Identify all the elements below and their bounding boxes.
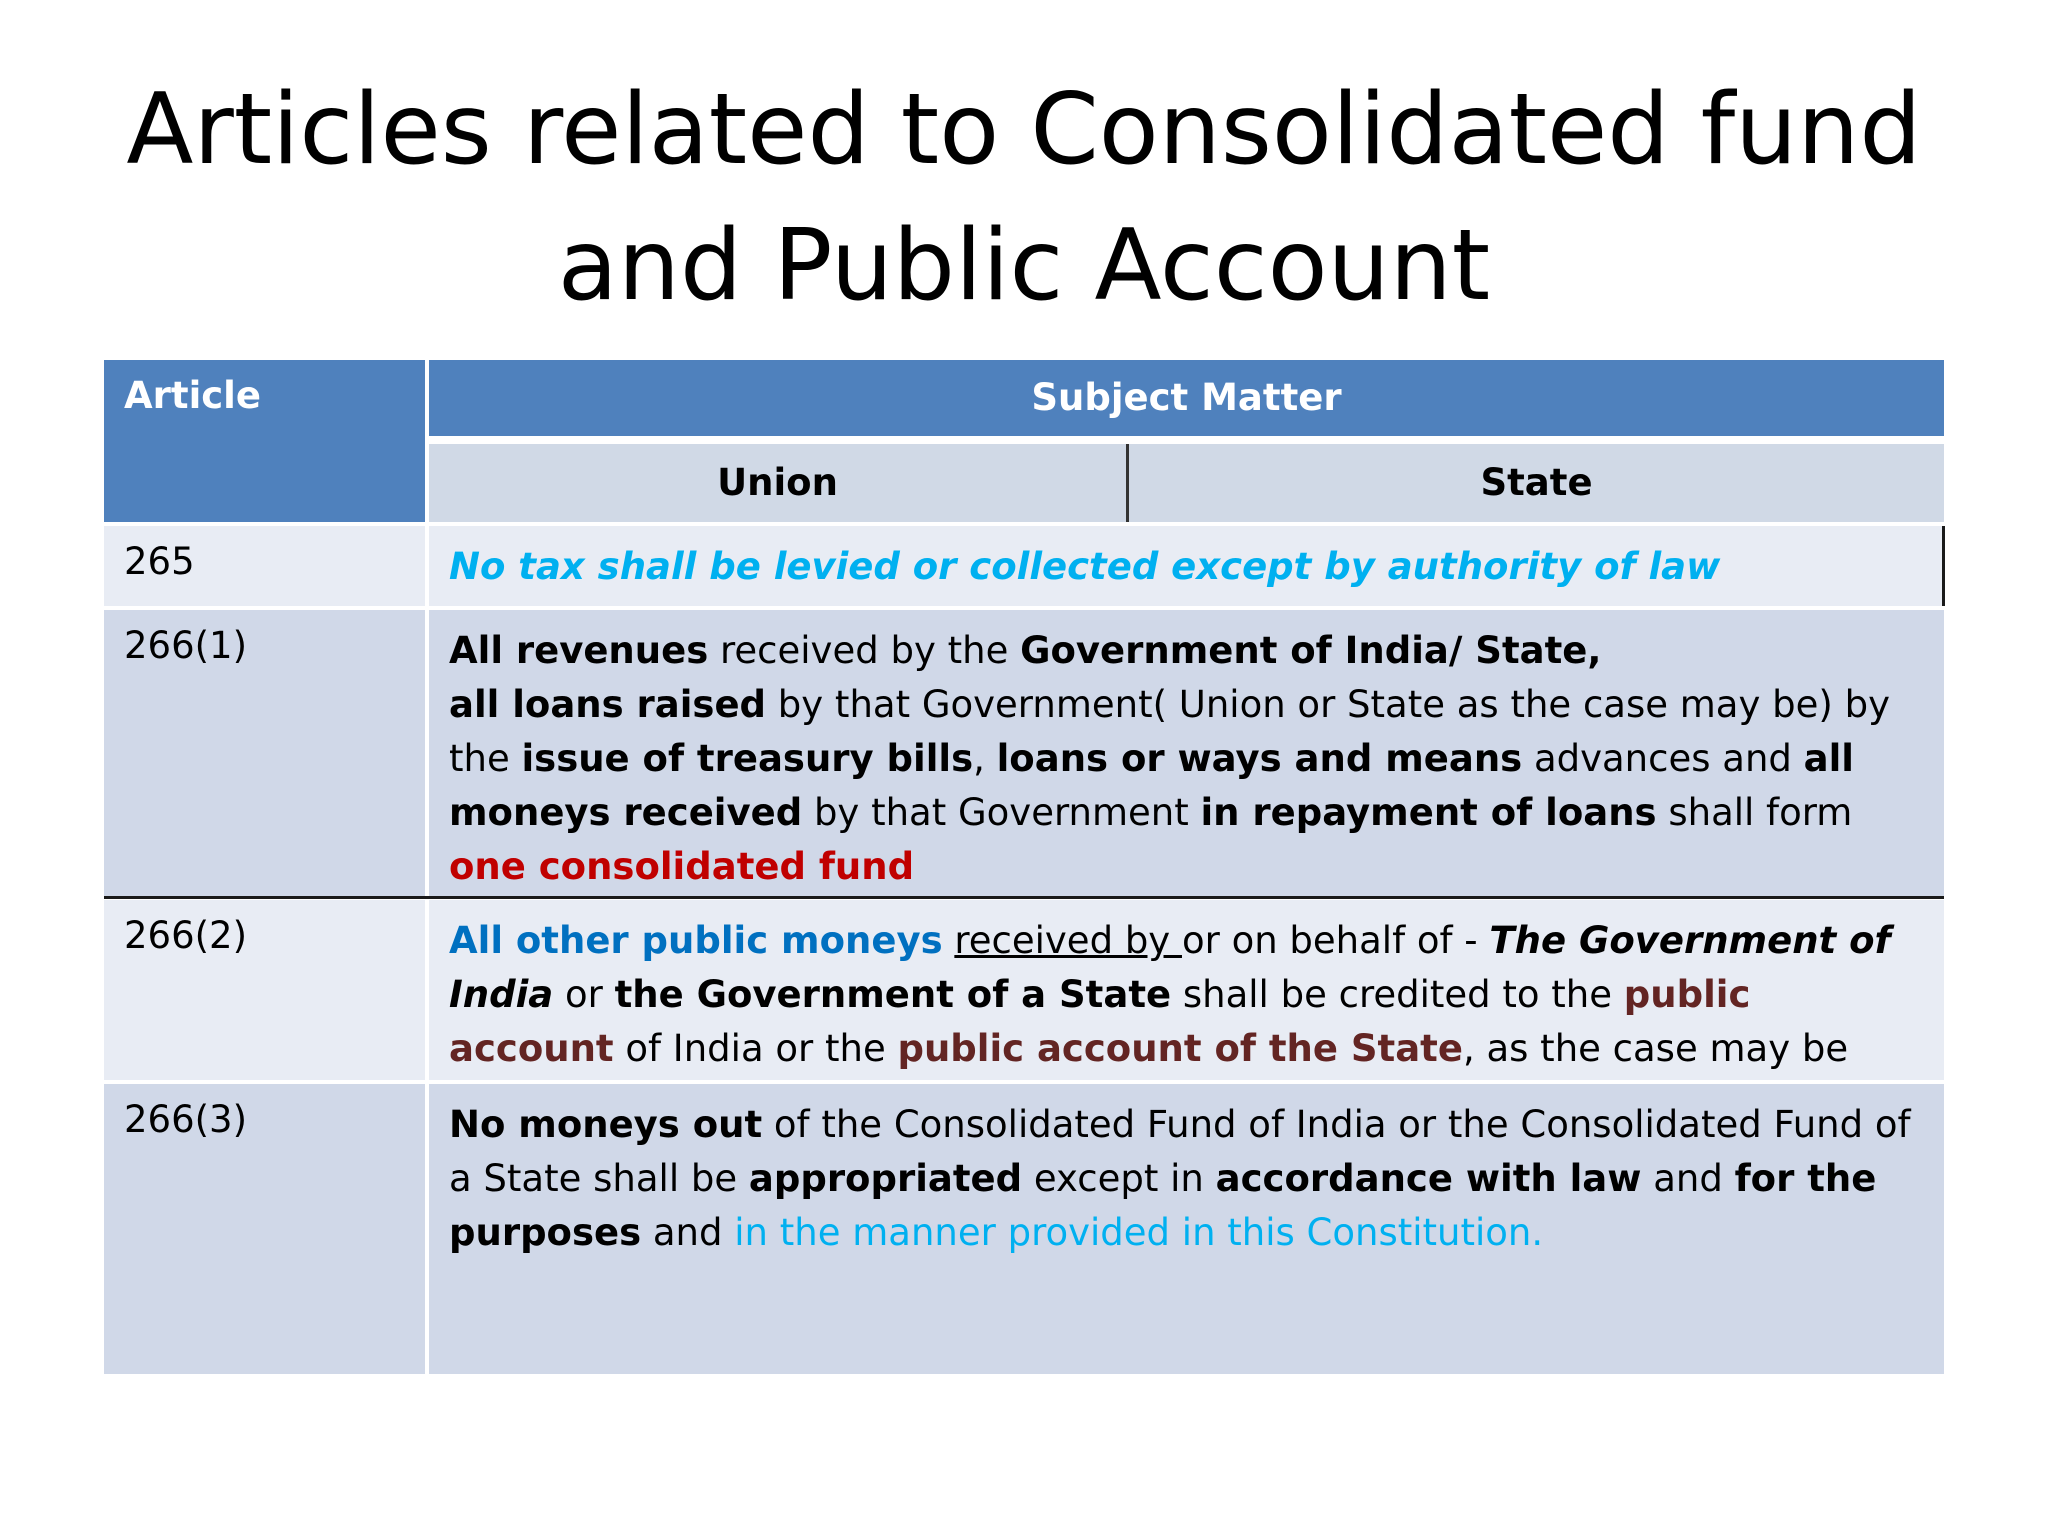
text-segment: and [1641, 1157, 1735, 1200]
text-segment: public account [449, 973, 1751, 1070]
text-segment: All revenues [449, 629, 709, 672]
slide-title [0, 62, 2048, 334]
text-segment: shall form [1656, 791, 1853, 834]
text-segment: appropriated [748, 1157, 1023, 1200]
text-segment: except in [1022, 1157, 1216, 1200]
text-segment: issue of treasury bills [521, 737, 974, 780]
row-265-text [429, 526, 1944, 606]
row-divider [104, 896, 1944, 899]
text-segment: Government of India/ State, [1020, 629, 1602, 672]
text-segment: or on behalf of - [1181, 919, 1490, 962]
article-266-1: 266(1) [104, 610, 425, 896]
header-article: Article [104, 360, 425, 522]
text-segment [943, 919, 955, 962]
text-segment: by that Government( Union or State as the case may be) by the [449, 683, 1890, 780]
text-segment: of the Consolidated Fund of India or the Consolidated Fund of a State shall be [449, 1103, 1911, 1200]
row-266-3-text [429, 1084, 1944, 1374]
row-266-1-text [429, 610, 1944, 896]
text-segment: No moneys out [449, 1103, 763, 1146]
text-segment: in repayment of loans [1200, 791, 1657, 834]
header-subject-matter: Subject Matter [429, 360, 1944, 436]
text-segment: loans or ways and means [996, 737, 1523, 780]
article-266-3: 266(3) [104, 1084, 425, 1374]
text-segment: or [553, 973, 615, 1016]
text-segment: the Government of a State [614, 973, 1172, 1016]
text-segment: in the manner provided in this Constitution. [734, 1211, 1544, 1254]
slide-title-line-2: and Public Account [557, 209, 1491, 323]
header-state: State [1129, 444, 1944, 522]
text-segment: advances and [1522, 737, 1804, 780]
text-segment: all loans raised [449, 683, 767, 726]
text-segment: by that Government [802, 791, 1201, 834]
text-segment: All other public moneys [449, 919, 943, 962]
text-segment: , as the case may be [1462, 1027, 1849, 1070]
text-segment: accordance with law [1215, 1157, 1642, 1200]
text-segment: shall be credited to the [1171, 973, 1624, 1016]
text-segment: received by the [708, 629, 1021, 672]
text-segment: , [973, 737, 997, 780]
text-segment: received by [954, 919, 1182, 962]
slide-title-line-1: Articles related to Consolidated fund [126, 73, 1922, 187]
text-segment: for the purposes [449, 1157, 1877, 1254]
text-segment: of India or the [613, 1027, 898, 1070]
text-segment: public account of the State [897, 1027, 1463, 1070]
row-265-segment: No tax shall be levied or collected except by authority of law [449, 545, 1721, 588]
article-265: 265 [104, 526, 425, 606]
text-segment: and [641, 1211, 735, 1254]
text-segment: The Government of India [449, 919, 1891, 1016]
text-segment: all moneys received [449, 737, 1854, 834]
article-266-2: 266(2) [104, 900, 425, 1080]
row-266-2-text [429, 900, 1944, 1080]
row-265-right-border [1942, 526, 1945, 606]
header-union: Union [429, 444, 1129, 522]
text-segment: one consolidated fund [449, 845, 915, 888]
